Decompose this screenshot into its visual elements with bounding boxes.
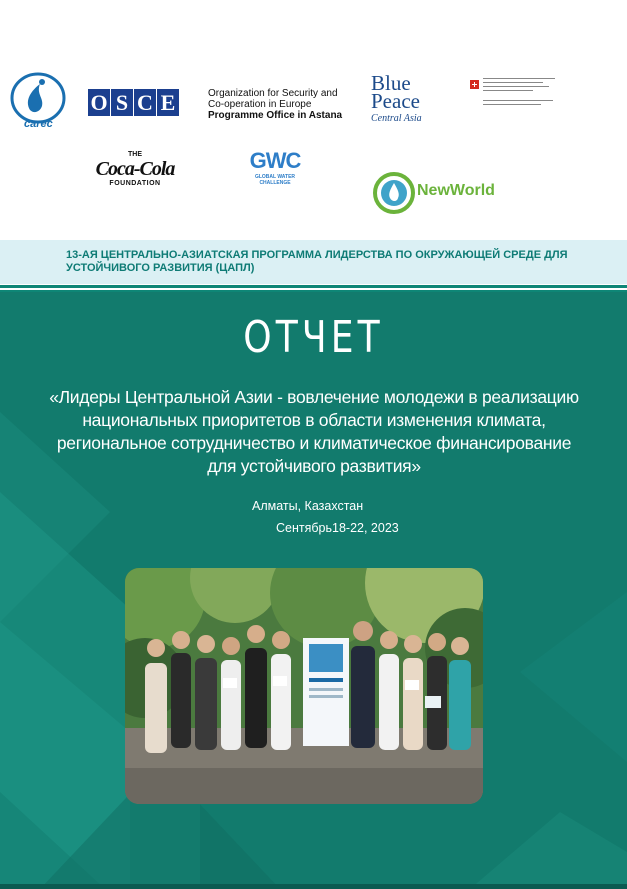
cover-body xyxy=(0,292,627,889)
coke-script: Coca-Cola xyxy=(95,158,175,180)
gwc-subtitle: GLOBAL WATER CHALLENGE xyxy=(254,174,296,186)
newworld-logo xyxy=(373,171,513,215)
report-subtitle: «Лидеры Центральной Азии - вовлечение молодежи в реализацию национальных приоритетов в области изменения климата, региональное сотрудничество и климатическое финансирование для устойчивого развития» xyxy=(49,387,579,476)
group-photo xyxy=(125,568,483,804)
newworld-wordmark: NewWorld xyxy=(417,182,495,199)
swiss-agency-text xyxy=(483,78,561,108)
coke-foundation: FOUNDATION xyxy=(109,180,161,187)
gwc-logo xyxy=(240,148,310,186)
osce-letter: C xyxy=(134,89,156,116)
event-dates: Сентябрь18-22, 2023 xyxy=(276,521,399,535)
coke-the: THE xyxy=(128,151,142,158)
report-title: ОТЧЕТ xyxy=(243,312,384,363)
osce-letters xyxy=(88,89,180,116)
blue-peace-line3: Central Asia xyxy=(371,113,422,124)
osce-text xyxy=(208,88,368,121)
footer-line xyxy=(0,884,627,889)
osce-letter: O xyxy=(88,89,110,116)
blue-peace-line2: Peace xyxy=(371,89,420,113)
osce-line3: Programme Office in Astana xyxy=(208,110,343,121)
osce-letter: S xyxy=(111,89,133,116)
osce-line2: Co-operation in Europe xyxy=(208,99,312,110)
event-location: Алматы, Казахстан xyxy=(252,499,364,513)
osce-letter: E xyxy=(157,89,179,116)
osce-line1: Organization for Security and xyxy=(208,88,338,99)
newworld-drop-icon xyxy=(373,171,415,215)
blue-peace-logo xyxy=(371,71,422,124)
program-title: 13-АЯ ЦЕНТРАЛЬНО-АЗИАТСКАЯ ПРОГРАММА ЛИДЕРСТВА ПО ОКРУЖАЮЩЕЙ СРЕДЕ ДЛЯ УСТОЙЧИВОГО РАЗВИТИЯ (ЦАПЛ) xyxy=(66,249,568,274)
coca-cola-foundation-logo xyxy=(95,151,175,187)
blue-peace-line1: Blue xyxy=(371,71,411,95)
swiss-flag-icon xyxy=(470,80,479,89)
carec-wordmark: carec xyxy=(24,118,53,130)
osce-logo xyxy=(88,88,343,121)
program-banner xyxy=(0,240,627,284)
gwc-wordmark: GWC xyxy=(249,148,301,173)
logo-header xyxy=(0,0,627,240)
